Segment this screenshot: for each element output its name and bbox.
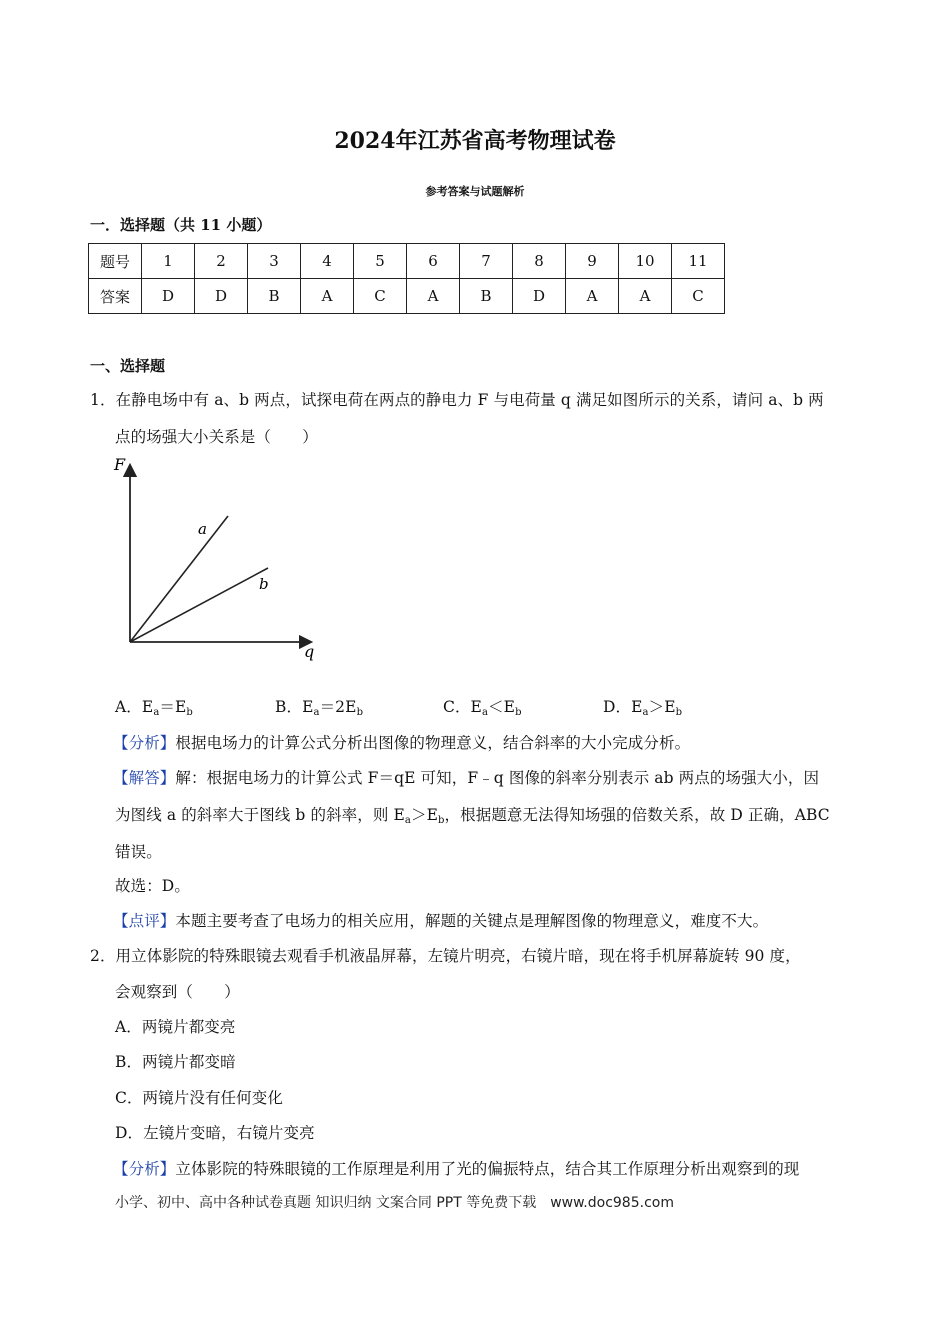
q2-option-d: D．左镜片变暗，右镜片变亮: [115, 1124, 315, 1142]
line-a: [130, 516, 228, 642]
section-heading-choice: 一、选择题: [90, 357, 166, 375]
answer-cell: D: [195, 279, 248, 314]
q2-option-a: A．两镜片都变亮: [115, 1018, 236, 1036]
answer-table-row-answers: [89, 279, 725, 314]
answer-cell: C: [354, 279, 407, 314]
q2-stem-line2: 会观察到（ ）: [115, 983, 240, 1001]
q1-analysis: 【分析】根据电场力的计算公式分析出图像的物理意义，结合斜率的大小完成分析。: [113, 734, 691, 752]
answer-cell: A: [566, 279, 619, 314]
line-a-label: a: [198, 520, 207, 538]
answer-cell: D: [513, 279, 566, 314]
number-cell: 2: [195, 244, 248, 279]
page-footer: 小学、初中、高中各种试卷真题 知识归纳 文案合同 PPT 等免费下载 www.doc985.com: [115, 1195, 674, 1211]
row-label: 答案: [89, 279, 142, 314]
q2-option-c: C．两镜片没有任何变化: [115, 1089, 283, 1107]
page-title: 2024年江苏省高考物理试卷: [334, 128, 616, 154]
number-cell: 5: [354, 244, 407, 279]
answer-cell: A: [407, 279, 460, 314]
answer-cell: B: [460, 279, 513, 314]
q1-stem-line2: 点的场强大小关系是（ ）: [115, 428, 318, 446]
number-cell: 10: [619, 244, 672, 279]
number-cell: 9: [566, 244, 619, 279]
q1-solution-line1: 【解答】解：根据电场力的计算公式 F＝qE 可知，F﹣q 图像的斜率分别表示 ab 两点的场强大小，因: [113, 769, 820, 787]
number-cell: 1: [142, 244, 195, 279]
number-cell: 11: [672, 244, 725, 279]
q1-solution-line3: 错误。: [115, 843, 162, 861]
q2-stem-line1: 2．用立体影院的特殊眼镜去观看手机液晶屏幕，左镜片明亮，右镜片暗，现在将手机屏幕旋转 90 度，: [90, 947, 801, 965]
answer-table: [88, 243, 725, 314]
number-cell: 6: [407, 244, 460, 279]
row-label: 题号: [89, 244, 142, 279]
x-axis-label: q: [304, 642, 315, 661]
number-cell: 4: [301, 244, 354, 279]
number-cell: 8: [513, 244, 566, 279]
y-axis-label: F: [114, 455, 126, 474]
page-subtitle: 参考答案与试题解析: [425, 185, 525, 198]
q2-option-b: B．两镜片都变暗: [115, 1053, 236, 1071]
q1-solution-line2: 为图线 a 的斜率大于图线 b 的斜率，则 $E_a>E_b$，根据题意无法得知场强的倍数关系，故 D 正确，ABC: [115, 806, 830, 826]
number-cell: 3: [248, 244, 301, 279]
q1-f-q-graph: [108, 450, 328, 665]
answer-cell: A: [301, 279, 354, 314]
q2-analysis: 【分析】立体影院的特殊眼镜的工作原理是利用了光的偏振特点，结合其工作原理分析出观察到的现: [113, 1160, 800, 1178]
answer-cell: D: [142, 279, 195, 314]
answer-cell: C: [672, 279, 725, 314]
q1-option-b: B．$E_a=2E_b$: [275, 698, 364, 718]
q1-option-d: D．$E_a>E_b$: [603, 698, 683, 718]
number-cell: 7: [460, 244, 513, 279]
q1-option-a: A．$E_a=E_b$: [115, 698, 193, 718]
q1-final-choice: 故选：D。: [115, 877, 190, 895]
line-b: [130, 568, 268, 642]
answer-cell: B: [248, 279, 301, 314]
line-b-label: b: [259, 575, 269, 593]
q1-comment: 【点评】本题主要考查了电场力的相关应用，解题的关键点是理解图像的物理意义，难度不大。: [113, 912, 769, 930]
answer-table-row-numbers: [89, 244, 725, 279]
q1-option-c: C．$E_a<E_b$: [443, 698, 522, 718]
q1-stem-line1: 1．在静电场中有 a、b 两点，试探电荷在两点的静电力 F 与电荷量 q 满足如图所示的关系，请问 a、b 两: [90, 391, 824, 409]
section-heading-answers: 一．选择题（共 11 小题）: [90, 216, 272, 234]
answer-cell: A: [619, 279, 672, 314]
